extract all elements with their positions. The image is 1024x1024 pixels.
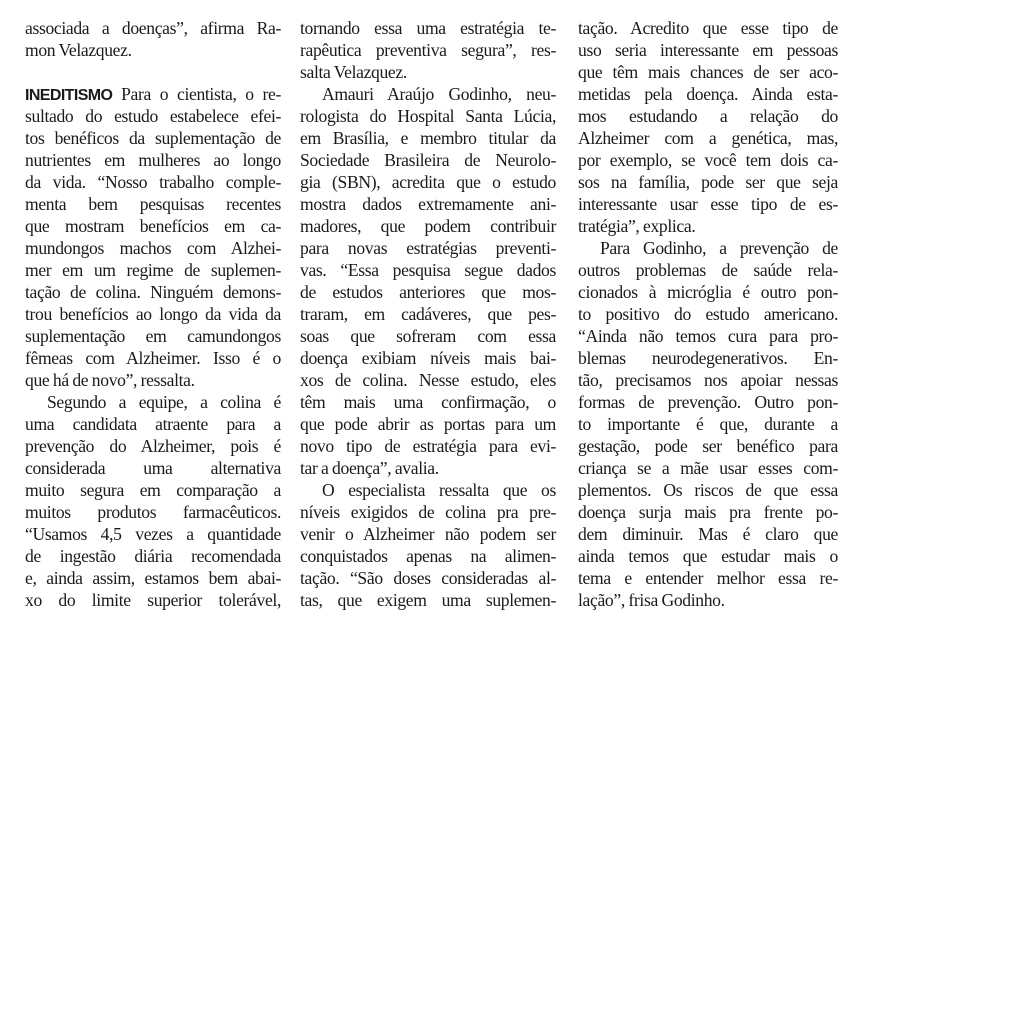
- text-line: de estudos anteriores que mos-: [300, 282, 556, 302]
- paragraph: [25, 83, 281, 391]
- text-line: de ingestão diária recomendada: [25, 546, 281, 566]
- text-line: gia (SBN), acredita que o estudo: [300, 172, 556, 192]
- text-line: uso seria interessante em pessoas: [578, 40, 838, 60]
- text-line: menta bem pesquisas recentes: [25, 194, 281, 214]
- text-column-2: [300, 17, 556, 611]
- text-line: “Ainda não temos cura para pro-: [578, 326, 838, 346]
- text-line: venir o Alzheimer não podem ser: [300, 524, 556, 544]
- text-line: tas, que exigem uma suplemen-: [300, 590, 556, 610]
- text-line: mundongos machos com Alzhei-: [25, 238, 281, 258]
- text-line: tação de colina. Ninguém demons-: [25, 282, 281, 302]
- paragraph: [578, 17, 838, 237]
- text-line: interessante usar esse tipo de es-: [578, 194, 838, 214]
- text-line: mostra dados extremamente ani-: [300, 194, 556, 214]
- text-line: Para Godinho, a prevenção de: [600, 238, 838, 258]
- paragraph: [25, 391, 281, 611]
- text-line: muitos produtos farmacêuticos.: [25, 502, 281, 522]
- text-line: lação”, frisa Godinho.: [578, 590, 725, 610]
- text-line: [25, 83, 281, 105]
- text-line: Alzheimer com a genética, mas,: [578, 128, 838, 148]
- text-line: metidas pela doença. Ainda esta-: [578, 84, 838, 104]
- text-line: conquistados apenas na alimen-: [300, 546, 556, 566]
- text-line: sultado do estudo estabelece efei-: [25, 106, 281, 126]
- text-line: tos benéficos da suplementação de: [25, 128, 281, 148]
- text-line: que têm mais chances de ser aco-: [578, 62, 838, 82]
- text-line: blemas neurodegenerativos. En-: [578, 348, 838, 368]
- text-line: ainda temos que estudar mais o: [578, 546, 838, 566]
- text-line: em Brasília, e membro titular da: [300, 128, 556, 148]
- text-column-3: [578, 17, 838, 611]
- text-line: considerada uma alternativa: [25, 458, 281, 478]
- text-line: gestação, pode ser benéfico para: [578, 436, 838, 456]
- text-line: da vida. “Nosso trabalho comple-: [25, 172, 281, 192]
- text-line: to importante é que, durante a: [578, 414, 838, 434]
- text-line: fêmeas com Alzheimer. Isso é o: [25, 348, 281, 368]
- text-line: tão, precisamos nos apoiar nessas: [578, 370, 838, 390]
- text-line: mer em um regime de suplemen-: [25, 260, 281, 280]
- text-column-1: [25, 17, 281, 611]
- text-line: xos de colina. Nesse estudo, eles: [300, 370, 556, 390]
- text-line: madores, que podem contribuir: [300, 216, 556, 236]
- text-line: O especialista ressalta que os: [322, 480, 556, 500]
- text-line: rologista do Hospital Santa Lúcia,: [300, 106, 556, 126]
- text-line: soas que sofreram com essa: [300, 326, 556, 346]
- text-line: associada a doenças”, afirma Ra-: [25, 18, 281, 38]
- text-line: to positivo do estudo americano.: [578, 304, 838, 324]
- text-line: que mostram benefícios em ca-: [25, 216, 281, 236]
- text-line: traram, em cadáveres, que pes-: [300, 304, 556, 324]
- paragraph: [300, 17, 556, 83]
- text-line: que há de novo”, ressalta.: [25, 370, 195, 390]
- text-line: sos na família, pode ser que seja: [578, 172, 838, 192]
- text-line: tação. Acredito que esse tipo de: [578, 18, 838, 38]
- section-lead-word: INEDITISMO: [25, 87, 113, 104]
- text-line: suplementação em camundongos: [25, 326, 281, 346]
- text-line: para novas estratégias preventi-: [300, 238, 556, 258]
- text-line: prevenção do Alzheimer, pois é: [25, 436, 281, 456]
- text-line: nutrientes em mulheres ao longo: [25, 150, 281, 170]
- text-line: tratégia”, explica.: [578, 216, 696, 236]
- text-line-content: Para o cientista, o re-: [121, 84, 281, 104]
- text-line: doença exibiam níveis mais bai-: [300, 348, 556, 368]
- text-line: tema e entender melhor essa re-: [578, 568, 838, 588]
- text-line: rapêutica preventiva segura”, res-: [300, 40, 556, 60]
- text-line: plementos. Os riscos de que essa: [578, 480, 838, 500]
- paragraph: [25, 17, 281, 61]
- text-line: vas. “Essa pesquisa segue dados: [300, 260, 556, 280]
- paragraph: [300, 479, 556, 611]
- text-line: novo tipo de estratégia para evi-: [300, 436, 556, 456]
- text-line: tar a doença”, avalia.: [300, 458, 439, 478]
- text-line: níveis exigidos de colina pra pre-: [300, 502, 556, 522]
- text-line: formas de prevenção. Outro pon-: [578, 392, 838, 412]
- text-line: têm mais uma confirmação, o: [300, 392, 556, 412]
- text-line: mon Velazquez.: [25, 40, 132, 60]
- text-line: dem diminuir. Mas é claro que: [578, 524, 838, 544]
- text-line: Segundo a equipe, a colina é: [47, 392, 281, 412]
- paragraph-gap: [25, 61, 281, 83]
- text-line: tação. “São doses consideradas al-: [300, 568, 556, 588]
- text-line: e, ainda assim, estamos bem abai-: [25, 568, 281, 588]
- text-line: uma candidata atraente para a: [25, 414, 281, 434]
- text-line: salta Velazquez.: [300, 62, 407, 82]
- text-line: doença surja mais pra frente po-: [578, 502, 838, 522]
- text-line: Sociedade Brasileira de Neurolo-: [300, 150, 556, 170]
- text-line: muito segura em comparação a: [25, 480, 281, 500]
- text-line: “Usamos 4,5 vezes a quantidade: [25, 524, 281, 544]
- text-line: que pode abrir as portas para um: [300, 414, 556, 434]
- text-line: mos estudando a relação do: [578, 106, 838, 126]
- text-line: por exemplo, se você tem dois ca-: [578, 150, 838, 170]
- text-line: outros problemas de saúde rela-: [578, 260, 838, 280]
- text-line: cionados à micróglia é outro pon-: [578, 282, 838, 302]
- paragraph: [578, 237, 838, 611]
- text-line: criança se a mãe usar esses com-: [578, 458, 838, 478]
- text-line: Amauri Araújo Godinho, neu-: [322, 84, 556, 104]
- paragraph: [300, 83, 556, 479]
- text-line: tornando essa uma estratégia te-: [300, 18, 556, 38]
- text-line: xo do limite superior tolerável,: [25, 590, 281, 610]
- text-line: trou benefícios ao longo da vida da: [25, 304, 281, 324]
